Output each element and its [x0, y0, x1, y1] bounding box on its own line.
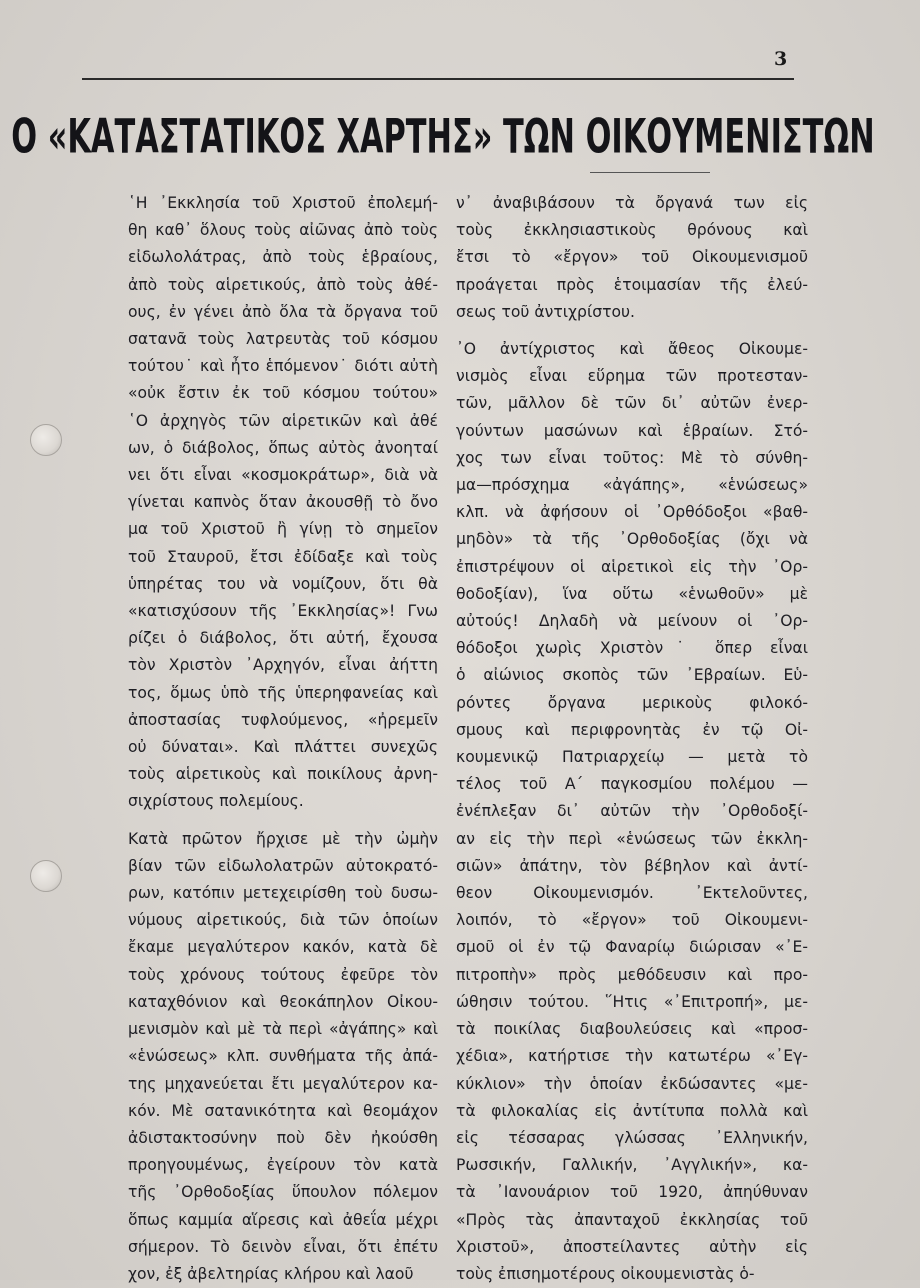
text-line: Κατὰ πρῶτον ἤρχισε μὲ τὴν ὠμὴν	[128, 829, 438, 848]
text-line: χος των εἶναι τοῦτος: Μὲ τὸ σύνθη-	[456, 448, 808, 467]
text-line: οὐ δύναται». Καὶ πλάττει συνεχῶς	[128, 738, 438, 757]
text-line: κουμενικῷ Πατριαρχείῳ — μετὰ τὸ	[456, 748, 808, 767]
text-line: τέλος τοῦ Α´ παγκοσμίου πολέμου —	[456, 775, 808, 794]
text-line: σεως τοῦ ἀντιχρίστου.	[456, 302, 636, 321]
text-line: νει ὅτι εἶναι «κοσμοκράτωρ», διὰ νὰ	[128, 466, 438, 485]
binder-hole-bottom	[30, 860, 62, 892]
text-line: τος, ὅμως ὑπὸ τῆς ὑπερηφανείας καὶ	[128, 683, 438, 702]
text-line: Χριστοῦ», ἀποστείλαντες αὐτὴν εἰς	[456, 1237, 808, 1256]
text-line: ώθησιν τούτου. ῞Ητις «᾽Επιτροπή», με-	[456, 992, 808, 1011]
text-line: τῶν, μᾶλλον δὲ τῶν δι᾽ αὐτῶν ἐνερ-	[456, 394, 808, 413]
text-line: γούντων μασώνων καὶ ἑβραίων. Στό-	[456, 421, 808, 440]
article-title: Ο «ΚΑΤΑΣΤΑΤΙΚΟΣ ΧΑΡΤΗΣ» ΤΩΝ ΟΙΚΟΥΜΕΝΙΣΤΩΝ	[11, 109, 875, 165]
text-line: ἐνέπλεξαν δι᾽ αὐτῶν τὴν ᾽Ορθοδοξί-	[456, 802, 808, 821]
text-line: «κατισχύσουν τῆς ᾽Εκκλησίας»! Γνω	[128, 602, 438, 621]
paragraph	[456, 336, 808, 1288]
text-line: ἀπὸ τοὺς αἱρετικούς, ἀπὸ τοὺς ἀθέ-	[128, 275, 438, 294]
text-line: τοὺς χρόνους τούτους ἐφεῦρε τὸν	[128, 965, 438, 984]
text-line: λοιπόν, τὸ «ἔργον» τοῦ Οἰκουμενι-	[456, 911, 808, 930]
text-line: κλπ. νὰ ἀφήσουν οἱ ᾽Ορθόδοξοι «βαθ-	[456, 503, 808, 522]
text-line: ἀποστασίας τυφλούμενος, «ἠρεμεῖν	[128, 710, 438, 729]
text-line: γίνεται καπνὸς ὅταν ἀκουσθῇ τὸ ὄνο	[128, 493, 438, 512]
text-line: θοδοξίαν), ἵνα οὕτω «ἑνωθοῦν» μὲ	[456, 584, 808, 603]
text-line: νύμους αἱρετικούς, διὰ τῶν ὁποίων	[128, 911, 438, 930]
text-line: τὰ ποικίλας διαβουλεύσεις καὶ «προσ-	[456, 1020, 808, 1039]
paragraph	[128, 826, 438, 1288]
text-line: χον, ἐξ ἀβελτηρίας κλήρου καὶ λαοῦ	[128, 1264, 414, 1283]
text-line: σμους καὶ περιφρονητὰς ἐν τῷ Οἰ-	[456, 720, 808, 739]
text-line: ρίζει ὁ διάβολος, ὅτι αὐτή, ἔχουσα	[128, 629, 438, 648]
text-line: τὰ ᾽Ιανουάριον τοῦ 1920, ἀπηύθυναν	[456, 1183, 808, 1202]
text-line: εἰδωλολάτρας, ἀπὸ τοὺς ἑβραίους,	[128, 248, 438, 267]
text-line: ἔτσι τὸ «ἔργον» τοῦ Οἰκουμενισμοῦ	[456, 248, 808, 267]
text-line: ᾽Ο ἀντίχριστος καὶ ἄθεος Οἰκουμε-	[456, 340, 808, 359]
text-line: κόν. Μὲ σατανικότητα καὶ θεομάχον	[128, 1101, 438, 1120]
text-line: ους, ἐν γένει ἀπὸ ὅλα τὰ ὄργανα τοῦ	[128, 302, 438, 321]
text-line: Ρωσσικήν, Γαλλικήν, ᾽Αγγλικήν», κα-	[456, 1156, 808, 1175]
text-line: ἐπιστρέψουν οἱ αἱρετικοὶ εἰς τὴν ᾽Ορ-	[456, 557, 808, 576]
text-line: τοὺς ἐκκλησιαστικοὺς θρόνους καὶ	[456, 221, 808, 240]
text-line: μα—πρόσχημα «ἀγάπης», «ἑνώσεως»	[456, 476, 808, 495]
text-line: κύκλιον» τὴν ὁποίαν ἐκδώσαντες «με-	[456, 1074, 808, 1093]
text-line: μηδὸν» τὰ τῆς ᾽Ορθοδοξίας (ὄχι νὰ	[456, 530, 808, 549]
text-line: τὰ φιλοκαλίας εἰς ἀντίτυπα πολλὰ καὶ	[456, 1101, 808, 1120]
text-line: θόδοξοι χωρὶς Χριστὸν˙ ὅπερ εἶναι	[456, 639, 808, 658]
header-rule	[82, 78, 794, 80]
text-line: ρων, κατόπιν μετεχειρίσθη τοὺ δυσω-	[128, 884, 438, 903]
text-line: ν᾽ ἀναβιβάσουν τὰ ὄργανά των εἰς	[456, 194, 808, 212]
binder-hole-top	[30, 424, 62, 456]
text-line: τοῦ Σταυροῦ, ἔτσι ἐδίδαξε καὶ τοὺς	[128, 547, 438, 566]
text-line: μενισμὸν καὶ μὲ τὰ περὶ «ἀγάπης» καὶ	[128, 1020, 438, 1039]
text-line: ὑπηρέτας του νὰ νομίζουν, ὅτι θὰ	[128, 574, 438, 593]
text-line: εἰς τέσσαρας γλώσσας ᾽Ελληνικήν,	[456, 1128, 808, 1147]
text-line: ἀδιστακτοσύνην ποὺ δὲν ἠκούσθη	[128, 1128, 438, 1147]
text-line: αν εἰς τὴν περὶ «ἑνώσεως τῶν ἐκκλη-	[456, 829, 808, 848]
text-line: ὁ αἰώνιος σκοπὸς τῶν ᾽Εβραίων. Εὑ-	[456, 666, 808, 685]
text-line: χέδια», κατήρτισε τὴν κατωτέρω «᾽Εγ-	[456, 1047, 808, 1066]
text-line: ῾Ο ἀρχηγὸς τῶν αἱρετικῶν καὶ ἀθέ	[128, 411, 438, 430]
text-line: σατανᾶ τοὺς λατρευτὰς τοῦ κόσμου	[128, 330, 438, 349]
text-line: ῾Η ᾽Εκκλησία τοῦ Χριστοῦ ἐπολεμή-	[128, 194, 438, 212]
text-line: βίαν τῶν εἰδωλολατρῶν αὐτοκρατό-	[128, 856, 438, 875]
page-number: 3	[774, 48, 788, 70]
text-line: ων, ὁ διάβολος, ὅπως αὐτὸς ἀνοηταί	[128, 438, 438, 457]
text-line: τῆς ᾽Ορθοδοξίας ὕπουλον πόλεμον	[128, 1183, 438, 1202]
text-line: «ἑνώσεως» κλπ. συνθήματα τῆς ἀπά-	[128, 1047, 438, 1066]
text-line: ἔκαμε μεγαλύτερον κακόν, κατὰ δὲ	[128, 938, 438, 957]
text-line: της μηχανεύεται ἔτι μεγαλύτερον κα-	[128, 1074, 438, 1093]
text-line: σήμερον. Τὸ δεινὸν εἶναι, ὅτι ἐπέτυ	[128, 1237, 438, 1256]
text-line: αὐτούς! Δηλαδὴ νὰ μείνουν οἱ ᾽Ορ-	[456, 612, 808, 631]
paragraph	[128, 190, 438, 816]
text-line: πιτροπὴν» πρὸς μεθόδευσιν καὶ προ-	[456, 965, 808, 984]
right-column	[456, 190, 808, 1288]
text-line: «οὐκ ἔστιν ἐκ τοῦ κόσμου τούτου»	[128, 384, 438, 403]
text-line: τοὺς αἱρετικοὺς καὶ ποικίλους ἀρνη-	[128, 765, 438, 784]
text-line: προάγεται πρὸς ἑτοιμασίαν τῆς ἐλεύ-	[456, 275, 808, 294]
text-line: ὅπως καμμία αἵρεσις καὶ ἀθεΐα μέχρι	[128, 1210, 438, 1229]
text-line: τούτου˙ καὶ ἦτο ἑπόμενον˙ διότι αὐτὴ	[128, 357, 438, 376]
text-line: μα τοῦ Χριστοῦ ἢ γίνῃ τὸ σημεῖον	[128, 520, 438, 539]
text-line: σιῶν» ἀπάτην, τὸν βέβηλον καὶ ἀντί-	[456, 856, 808, 875]
text-line: καταχθόνιον καὶ θεοκάπηλον Οἰκου-	[128, 992, 438, 1011]
text-line: προηγουμένως, ἐγείρουν τὸν κατὰ	[128, 1156, 438, 1175]
left-column	[128, 190, 438, 1288]
paragraph	[456, 190, 808, 326]
title-underline	[590, 172, 710, 173]
text-line: σμοῦ οἱ ἐν τῷ Φαναρίῳ διώρισαν «᾽Ε-	[456, 938, 808, 957]
text-line: θη καθ᾽ ὅλους τοὺς αἰῶνας ἀπὸ τοὺς	[128, 221, 438, 240]
text-line: νισμὸς εἶναι εὕρημα τῶν προτεσταν-	[456, 367, 808, 386]
text-line: σιχρίστους πολεμίους.	[128, 792, 304, 811]
text-line: «Πρὸς τὰς ἀπανταχοῦ ἐκκλησίας τοῦ	[456, 1210, 808, 1229]
text-line: θεον Οἰκουμενισμόν. ᾽Εκτελοῦντες,	[456, 884, 808, 903]
text-line: ρόντες ὄργανα μερικοὺς φιλοκό-	[456, 693, 808, 712]
text-line: τοὺς ἐπισημοτέρους οἰκουμενιστὰς ὁ-	[456, 1264, 755, 1283]
text-line: τὸν Χριστὸν ᾽Αρχηγόν, εἶναι ἀήττη	[128, 656, 438, 675]
